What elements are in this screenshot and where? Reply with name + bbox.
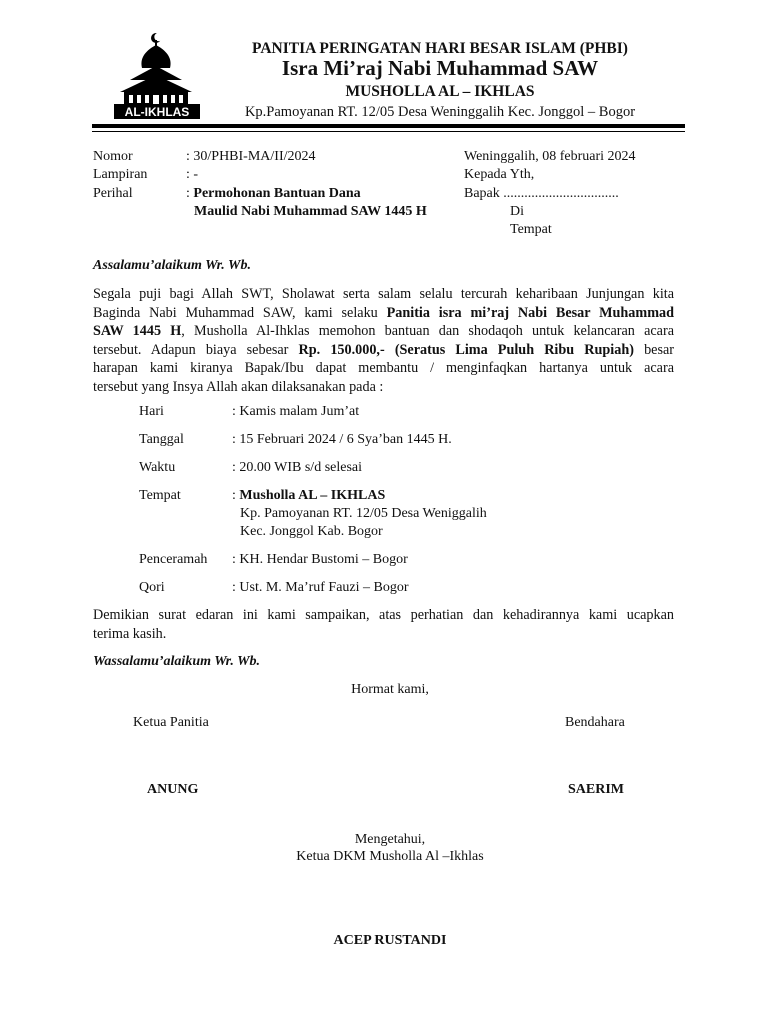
body-line-3 (93, 322, 674, 341)
bendahara-title: Bendahara (565, 715, 625, 730)
tempat-label: Tempat (139, 488, 181, 503)
penceramah-value: : KH. Hendar Bustomi – Bogor (232, 552, 408, 567)
recipient-bapak: Bapak ................................. (464, 186, 619, 201)
org-name: MUSHOLLA AL – IKHLAS (345, 83, 535, 100)
ketua-panitia-name: ANUNG (147, 782, 199, 797)
qori-value: : Ust. M. Ma’ruf Fauzi – Bogor (232, 580, 409, 595)
recipient-di: Di (510, 204, 524, 219)
perihal-line-1 (186, 186, 361, 202)
waktu-value: : 20.00 WIB s/d selesai (232, 460, 363, 475)
recipient-tempat: Tempat (510, 222, 552, 237)
header-divider-thin (92, 131, 685, 132)
nomor-label: Nomor (93, 149, 133, 164)
tanggal-label: Tanggal (139, 432, 184, 447)
committee-title: PANITIA PERINGATAN HARI BESAR ISLAM (PHBI) (252, 40, 628, 57)
hari-value: : Kamis malam Jum’at (232, 404, 360, 419)
recipient-kepada: Kepada Yth, (464, 167, 535, 182)
lampiran-value: : - (186, 167, 199, 182)
tempat-value-1: Musholla AL – IKHLAS (239, 488, 386, 503)
body-line-2b: Panitia isra mi’raj Nabi Besar Muhammad (386, 304, 675, 321)
perihal-value-2: Maulid Nabi Muhammad SAW 1445 H (194, 204, 427, 219)
body-line-4a: tersebut. Adapun biaya sebesar (93, 341, 299, 358)
hari-label: Hari (139, 404, 164, 419)
tempat-line-1 (232, 488, 385, 504)
mengetahui: Mengetahui, (354, 832, 426, 847)
tempat-colon: : (232, 488, 240, 503)
body-line-4 (93, 341, 674, 360)
body-line-2 (93, 304, 674, 323)
body-line-3a: SAW 1445 H (93, 323, 182, 339)
body-line-1: Segala puji bagi Allah SWT, Sholawat serta salam selalu tercurah keharibaan Junjungan kita (93, 286, 674, 302)
body-line-3b: , Musholla Al-Ihklas memohon bantuan dan shodaqoh untuk kelancaran acara (181, 323, 674, 339)
tempat-value-2: Kp. Pamoyanan RT. 12/05 Desa Weniggalih (240, 506, 487, 521)
logo-text: AL-IKHLAS (124, 105, 190, 119)
closing-line-1: Demikian surat edaran ini kami sampaikan, atas perhatian dan kehadirannya kami ucapkan (93, 607, 674, 623)
waktu-label: Waktu (139, 460, 176, 475)
org-address: Kp.Pamoyanan RT. 12/05 Desa Weninggalih Kec. Jonggol – Bogor (244, 104, 636, 120)
perihal-value-1: Permohonan Bantuan Dana (193, 186, 361, 201)
mosque-logo (110, 30, 204, 120)
event-title: Isra Mi’raj Nabi Muhammad SAW (281, 56, 599, 80)
body-line-6: tersebut yang Insya Allah akan dilaksanakan pada : (93, 378, 384, 395)
dkm-title: Ketua DKM Musholla Al –Ikhlas (296, 849, 484, 864)
tempat-value-3: Kec. Jonggol Kab. Bogor (240, 524, 383, 539)
qori-label: Qori (139, 580, 165, 595)
date-place: Weninggalih, 08 februari 2024 (464, 149, 636, 164)
nomor-value: : 30/PHBI-MA/II/2024 (186, 149, 316, 164)
tanggal-value: : 15 Februari 2024 / 6 Sya’ban 1445 H. (232, 432, 452, 447)
salam-close: Wassalamu’alaikum Wr. Wb. (93, 654, 261, 669)
lampiran-label: Lampiran (93, 167, 148, 182)
ketua-panitia-title: Ketua Panitia (133, 715, 209, 730)
body-line-4b: Rp. 150.000,- (Seratus Lima Puluh Ribu Rupiah) (298, 341, 634, 358)
header-divider-thick (92, 124, 685, 128)
salam-open: Assalamu’alaikum Wr. Wb. (93, 258, 251, 273)
closing-line-2: terima kasih. (93, 625, 167, 642)
hormat-kami: Hormat kami, (351, 682, 429, 697)
body-line-5: harapan kami kiranya Bapak/Ibu dapat membantu / menginfaqkan hartanya untuk acara (93, 360, 674, 376)
bendahara-name: SAERIM (568, 782, 625, 797)
penceramah-label: Penceramah (139, 552, 208, 567)
body-line-4c: besar (633, 341, 674, 358)
body-line-2a: Baginda Nabi Muhammad SAW, kami selaku (93, 304, 387, 321)
dkm-name: ACEP RUSTANDI (333, 933, 447, 948)
perihal-colon: : (186, 186, 194, 201)
perihal-label: Perihal (93, 186, 133, 201)
